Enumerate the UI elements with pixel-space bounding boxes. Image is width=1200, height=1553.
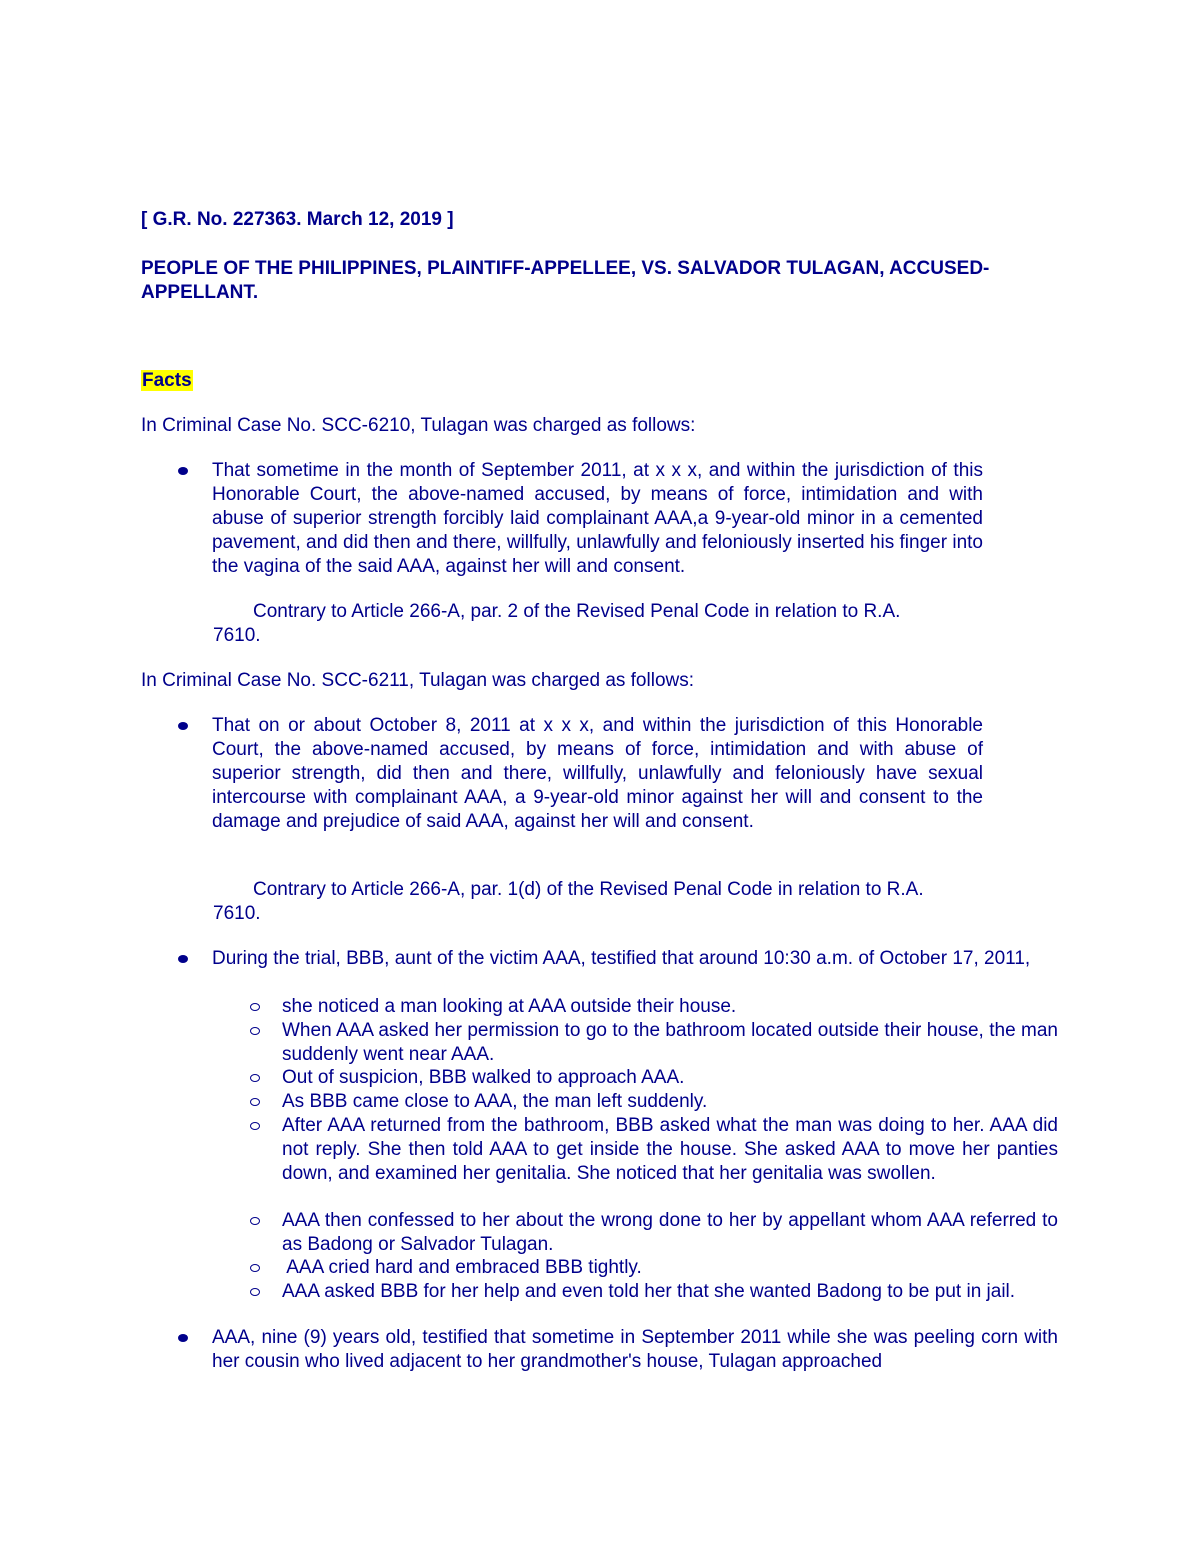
circle-bullet-icon bbox=[250, 1003, 260, 1011]
circle-bullet-icon bbox=[250, 1288, 260, 1296]
bullet-dot-icon bbox=[178, 467, 188, 475]
circle-bullet-icon bbox=[250, 1074, 260, 1082]
trial-subitem: After AAA returned from the bathroom, BBB asked what the man was doing to her. AAA did not reply. She then told AAA to get inside the house. She asked AAA to move her panties down, and examined her genitalia. She noticed that her genitalia was swollen. bbox=[282, 1115, 1058, 1184]
circle-bullet-icon bbox=[250, 1217, 260, 1225]
circle-bullet-icon bbox=[250, 1027, 260, 1035]
charge2-contrary-line2: 7610. bbox=[213, 903, 261, 924]
trial-text: During the trial, BBB, aunt of the victim AAA, testified that around 10:30 a.m. of October 17, 2011, bbox=[212, 948, 1031, 969]
charge1-contrary-line1: Contrary to Article 266-A, par. 2 of the Revised Penal Code in relation to R.A. bbox=[253, 601, 901, 622]
circle-bullet-icon bbox=[250, 1098, 260, 1106]
circle-bullet-icon bbox=[250, 1264, 260, 1272]
circle-bullet-icon bbox=[250, 1122, 260, 1130]
charge1-text: That sometime in the month of September 2011, at x x x, and within the jurisdiction of this Honorable Court, the above-named accused, by means of force, intimidation and with abuse of superior strength forcibly laid complainant AAA,a 9-year-old minor in a cemented pavement, and did then and there, willfully, unlawfully and feloniously inserted his finger into the vagina of the said AAA, against her will and consent. bbox=[212, 460, 983, 577]
charge2-intro: In Criminal Case No. SCC-6211, Tulagan was charged as follows: bbox=[141, 670, 695, 691]
case-number: [ G.R. No. 227363. March 12, 2019 ] bbox=[141, 209, 454, 230]
facts-highlight: Facts bbox=[142, 370, 192, 391]
case-title: PEOPLE OF THE PHILIPPINES, PLAINTIFF-APPELLEE, VS. SALVADOR TULAGAN, ACCUSED-APPELLANT. bbox=[141, 258, 990, 303]
bullet-dot-icon bbox=[178, 722, 188, 730]
charge2-text: That on or about October 8, 2011 at x x x, and within the jurisdiction of this Honorable Court, the above-named accused, by means of force, intimidation and with abuse of superior strength, did then and there, willfully, unlawfully and feloniously have sexual intercourse with complainant AAA, a 9-year-old minor against her will and consent to the damage and prejudice of said AAA, against her will and consent. bbox=[212, 715, 983, 832]
trial-subitem: AAA asked BBB for her help and even told her that she wanted Badong to be put in jail. bbox=[282, 1281, 1016, 1302]
charge1-intro: In Criminal Case No. SCC-6210, Tulagan was charged as follows: bbox=[141, 415, 696, 436]
charge2-contrary-line1: Contrary to Article 266-A, par. 1(d) of the Revised Penal Code in relation to R.A. bbox=[253, 879, 924, 900]
trial-subitem: As BBB came close to AAA, the man left suddenly. bbox=[282, 1091, 708, 1112]
testimony-text: AAA, nine (9) years old, testified that sometime in September 2011 while she was peeling corn with her cousin who lived adjacent to her grandmother's house, Tulagan approached bbox=[212, 1327, 1058, 1372]
charge1-contrary bbox=[213, 600, 1003, 648]
trial-subitem: AAA then confessed to her about the wrong done to her by appellant whom AAA referred to as Badong or Salvador Tulagan. bbox=[282, 1210, 1058, 1255]
trial-subitem: AAA cried hard and embraced BBB tightly. bbox=[282, 1257, 642, 1278]
charge1-contrary-line2: 7610. bbox=[213, 625, 261, 646]
bullet-dot-icon bbox=[178, 1334, 188, 1342]
section-heading-facts bbox=[141, 369, 193, 393]
charge2-contrary bbox=[213, 878, 1003, 926]
trial-subitem: When AAA asked her permission to go to the bathroom located outside their house, the man suddenly went near AAA. bbox=[282, 1020, 1058, 1065]
trial-subitem: she noticed a man looking at AAA outside their house. bbox=[282, 996, 737, 1017]
bullet-dot-icon bbox=[178, 955, 188, 963]
trial-subitem: Out of suspicion, BBB walked to approach AAA. bbox=[282, 1067, 685, 1088]
